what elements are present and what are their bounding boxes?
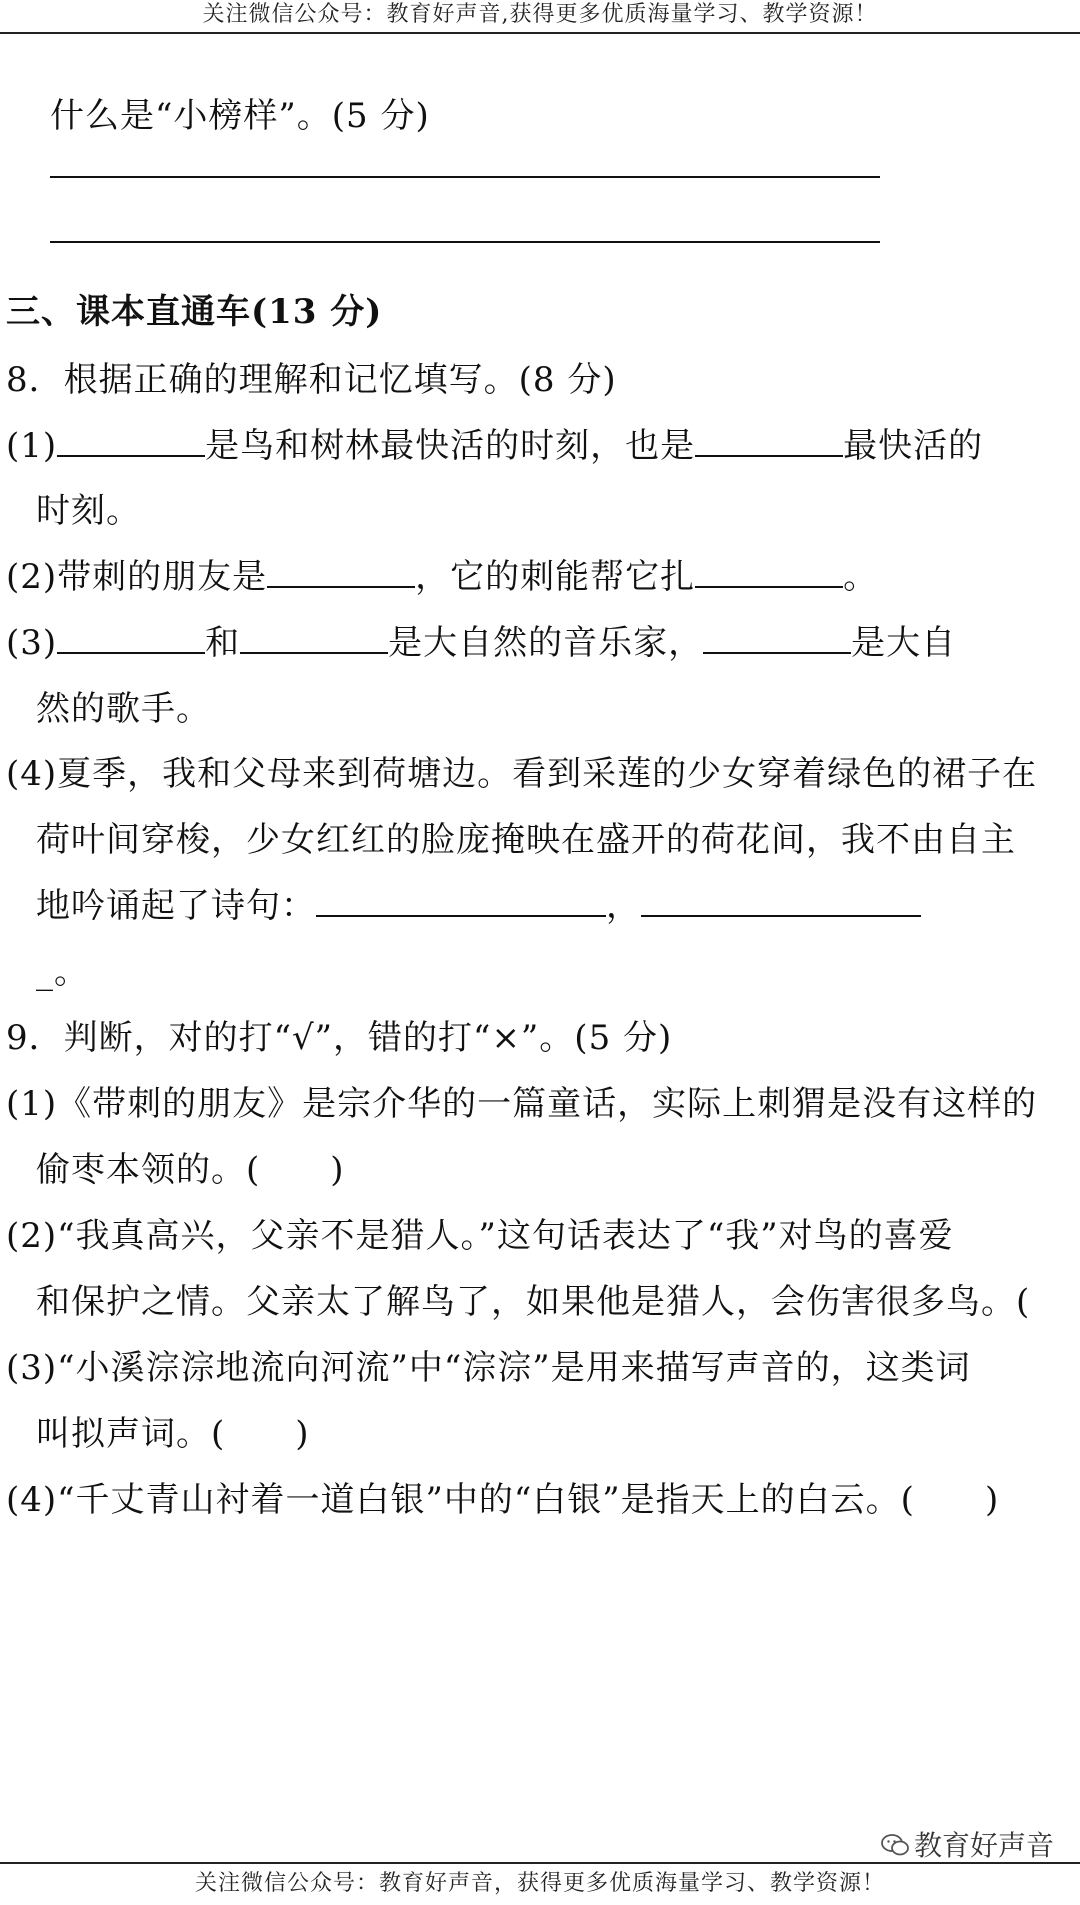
q8-2-text-c: 。 <box>843 557 879 597</box>
q8-4-line-3 <box>36 884 921 928</box>
q8-3-text-c: 是大自 <box>851 623 957 663</box>
q8-1-text-b: 最快活的 <box>843 426 984 466</box>
watermark-text: 教育好声音 <box>914 1829 1055 1862</box>
header-divider <box>0 32 1080 34</box>
q8-3-text-a: 和 <box>205 623 241 663</box>
q9-3-line-1: (3)“小溪淙淙地流向河流”中“淙淙”是用来描写声音的，这类词 <box>6 1348 971 1388</box>
question-8-item-1 <box>6 424 983 468</box>
fill-blank[interactable] <box>695 556 843 588</box>
q8-4-prompt: 地吟诵起了诗句： <box>36 886 316 926</box>
section-3-title: 三、课本直通车(13 分) <box>6 292 383 332</box>
q8-1-number: (1) <box>6 426 58 466</box>
answer-line-1 <box>50 176 880 178</box>
q8-4-line-2: 荷叶间穿梭，少女红红的脸庞掩映在盛开的荷花间，我不由自主 <box>36 820 1016 860</box>
q8-4-line-4: _。 <box>36 952 89 992</box>
q8-1-continuation: 时刻。 <box>36 491 141 531</box>
q8-3-text-b: 是大自然的音乐家， <box>388 623 704 663</box>
fill-blank[interactable] <box>703 622 851 654</box>
q8-3-number: (3) <box>6 623 58 663</box>
q8-2-text-a: (2)带刺的朋友是 <box>6 557 268 597</box>
answer-line-2 <box>50 241 880 243</box>
q9-2-line-1: (2)“我真高兴，父亲不是猎人。”这句话表达了“我”对鸟的喜爱 <box>6 1216 954 1256</box>
fill-blank[interactable] <box>57 425 205 457</box>
q9-1-line-1: (1)《带刺的朋友》是宗介华的一篇童话，实际上刺猬是没有这样的 <box>6 1084 1038 1124</box>
q9-4-line-1: (4)“千丈青山衬着一道白银”中的“白银”是指天上的白云。( ) <box>6 1480 1000 1520</box>
q9-2-line-2: 和保护之情。父亲太了解鸟了，如果他是猎人，会伤害很多鸟。( <box>36 1282 1031 1322</box>
footer-divider <box>0 1862 1080 1864</box>
fill-blank[interactable] <box>240 622 388 654</box>
q9-3-line-2: 叫拟声词。( ) <box>36 1414 310 1454</box>
q8-1-text-a: 是鸟和树林最快活的时刻，也是 <box>205 426 696 466</box>
fill-blank[interactable] <box>57 622 205 654</box>
fill-blank[interactable] <box>641 885 921 917</box>
watermark <box>880 1824 1054 1864</box>
q9-1-line-2: 偷枣本领的。( ) <box>36 1150 345 1190</box>
q8-4-comma: ， <box>606 886 641 926</box>
page-footer: 关注微信公众号：教育好声音，获得更多优质海量学习、教学资源！ <box>194 1871 885 1896</box>
fill-blank[interactable] <box>267 556 415 588</box>
question-7-tail: 什么是“小榜样”。(5 分) <box>50 96 430 136</box>
question-8-item-2 <box>6 555 878 599</box>
q8-3-continuation: 然的歌手。 <box>36 689 211 729</box>
fill-blank[interactable] <box>316 885 606 917</box>
question-9-title: 9．判断，对的打“√”，错的打“×”。(5 分) <box>6 1018 673 1058</box>
q8-4-line-1: (4)夏季，我和父母来到荷塘边。看到采莲的少女穿着绿色的裙子在 <box>6 754 1038 794</box>
fill-blank[interactable] <box>695 425 843 457</box>
wechat-icon <box>880 1831 910 1864</box>
page-header: 关注微信公众号：教育好声音,获得更多优质海量学习、教学资源！ <box>202 2 878 27</box>
q8-2-text-b: ，它的刺能帮它扎 <box>415 557 696 597</box>
question-8-title: 8．根据正确的理解和记忆填写。(8 分) <box>6 360 617 400</box>
question-8-item-3 <box>6 621 956 665</box>
